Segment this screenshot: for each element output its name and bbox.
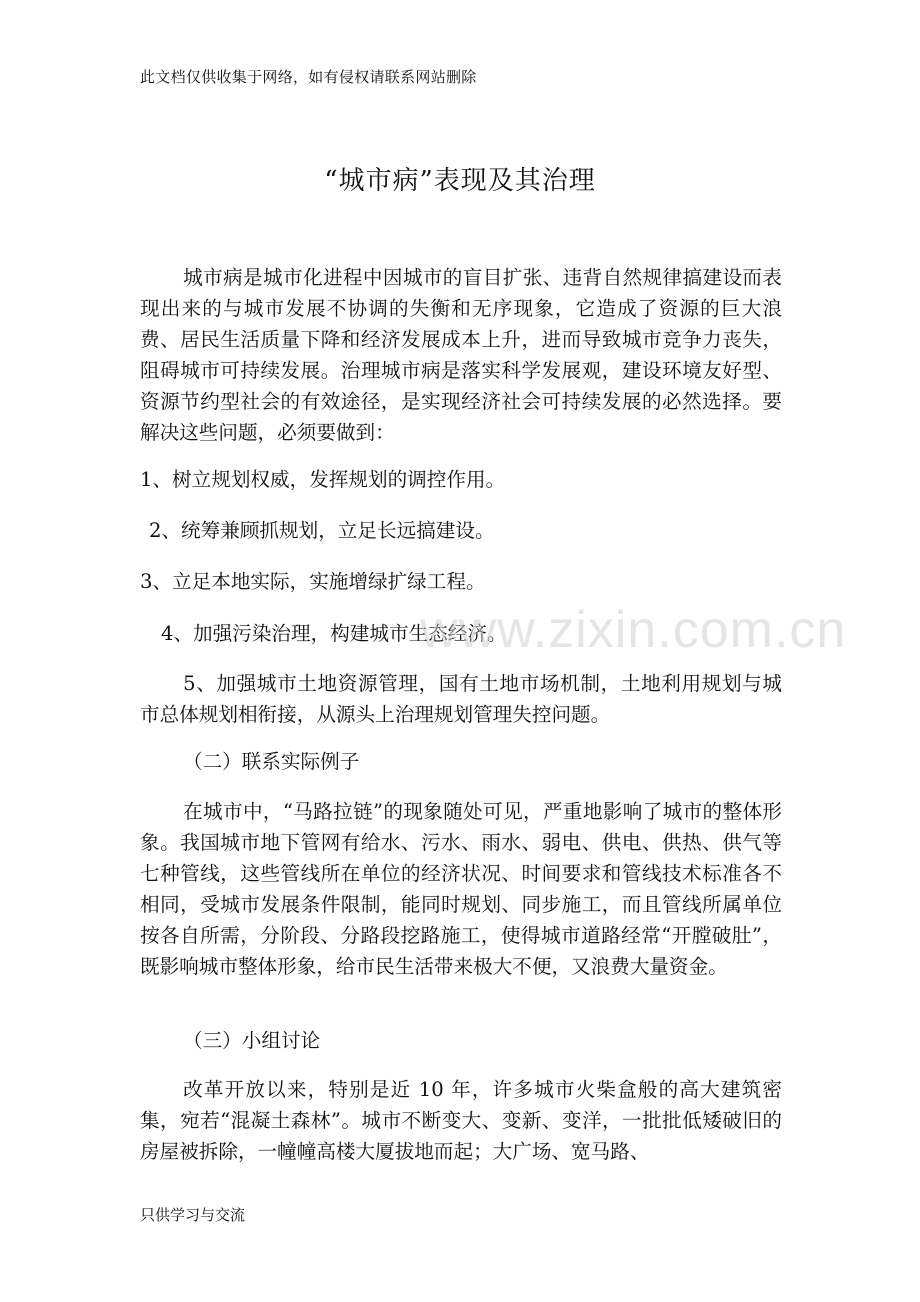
watermark: www.zixin.com.cn (420, 601, 847, 659)
section3-body: 改革开放以来，特别是近 10 年，许多城市火柴盒般的高大建筑密集，宛若“混凝土森林”。城市不断变大、变新、变洋，一批批低矮破旧的房屋被拆除，一幢幢高楼大厦拔地而起；大广场、宽马路、 (140, 1078, 782, 1163)
header-note: 此文档仅供收集于网络，如有侵权请联系网站删除 (140, 68, 477, 86)
list-item-4: 4、加强污染治理，构建城市生态经济。 (161, 622, 507, 645)
list-item-5: 5、加强城市土地资源管理，国有土地市场机制，土地利用规划与城市总体规划相衔接，从源头上治理规划管理失控问题。 (140, 672, 782, 726)
section3-heading: （三）小组讨论 (183, 1029, 321, 1052)
document-title: “城市病”表现及其治理 (324, 166, 596, 196)
intro-paragraph: 城市病是城市化进程中因城市的盲目扩张、违背自然规律搞建设而表现出来的与城市发展不协调的失衡和无序现象，它造成了资源的巨大浪费、居民生活质量下降和经济发展成本上升，进而导致城市竞争力丧失，阻碍城市可持续发展。治理城市病是落实科学发展观，建设环境友好型、资源节约型社会的有效途径，是实现经济社会可持续发展的必然选择。要解决这些问题，必须要做到： (140, 266, 782, 444)
list-item-2: 2、统筹兼顾抓规划，立足长远搞建设。 (149, 519, 495, 542)
section2-body: 在城市中，“马路拉链”的现象随处可见，严重地影响了城市的整体形象。我国城市地下管网有给水、污水、雨水、弱电、供电、供热、供气等七种管线，这些管线所在单位的经济状况、时间要求和管线技术标准各不相同，受城市发展条件限制，能同时规划、同步施工，而且管线所属单位按各自所需，分阶段、分路段挖路施工，使得城市道路经常“开膛破肚”，既影响城市整体形象，给市民生活带来极大不便，又浪费大量资金。 (140, 800, 782, 978)
list-item-3: 3、立足本地实际，实施增绿扩绿工程。 (140, 570, 486, 593)
footer-note: 只供学习与交流 (140, 1206, 246, 1224)
list-item-1: 1、树立规划权威，发挥规划的调控作用。 (140, 468, 506, 491)
section2-heading: （二）联系实际例子 (183, 750, 360, 773)
